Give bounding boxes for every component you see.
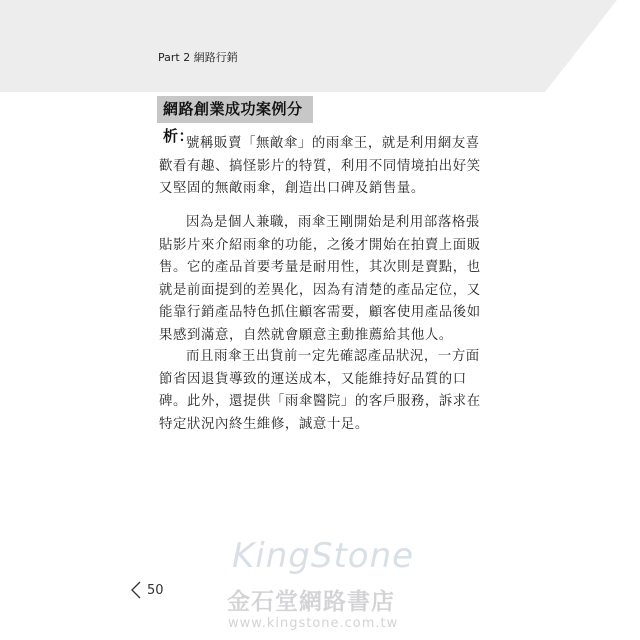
paragraph-1 bbox=[159, 133, 489, 201]
header-band-corner bbox=[545, 0, 617, 92]
paragraph-2-text: 因為是個人兼職，雨傘王剛開始是利用部落格張貼影片來介紹雨傘的功能，之後才開始在拍賣上面販售。它的產品首要考量是耐用性，其次則是賣點，也就是前面提到的差異化，因為有清楚的產品定位，又能靠行銷產品特色抓住顧客需要，顧客使用產品後如果感到滿意，自然就會願意主動推薦給其他人。 bbox=[159, 215, 481, 343]
paragraph-2 bbox=[159, 212, 489, 348]
watermark-url: www.kingstone.com.tw bbox=[228, 616, 399, 631]
watermark bbox=[222, 536, 452, 636]
page-number: 50 bbox=[147, 582, 164, 598]
page-footer bbox=[129, 581, 164, 599]
part-label: Part 2 網路行銷 bbox=[158, 51, 238, 64]
paragraph-3-text: 而且雨傘王出貨前一定先確認產品狀況，一方面節省因退貨導致的運送成本，又能維持好品質的口碑。此外，還提供「雨傘醫院」的客戶服務，訴求在特定狀況內終生維修，誠意十足。 bbox=[159, 349, 481, 432]
watermark-chinese-name: 金石堂網路書店 bbox=[227, 588, 395, 615]
watermark-brand: KingStone bbox=[232, 536, 415, 576]
section-heading: 網路創業成功案例分析： bbox=[157, 96, 313, 123]
paragraph-3 bbox=[159, 346, 489, 436]
chevron-left-icon[interactable] bbox=[129, 581, 143, 599]
header-band bbox=[0, 0, 545, 92]
paragraph-1-text: 號稱販賣「無敵傘」的雨傘王，就是利用網友喜歡看有趣、搞怪影片的特質，利用不同情境拍出好笑又堅固的無敵雨傘，創造出口碑及銷售量。 bbox=[159, 136, 481, 197]
